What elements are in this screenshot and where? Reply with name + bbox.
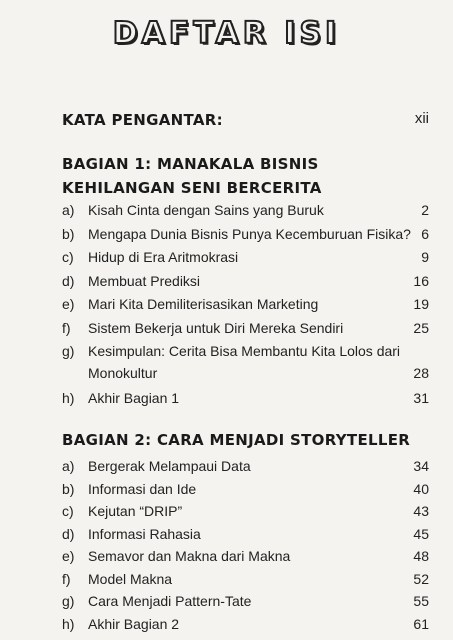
toc-entry-page: 31 (413, 390, 429, 406)
toc-entry-letter: g) (62, 343, 75, 359)
toc-entry (62, 317, 429, 339)
toc-entry (62, 590, 429, 612)
toc-entry-title: Informasi dan Ide (88, 480, 197, 497)
toc-entry-title: Hidup di Era Aritmokrasi (88, 249, 239, 265)
toc-entry-letter: e) (62, 548, 75, 564)
intro-heading: KATA PENGANTAR: (62, 111, 223, 129)
toc-entry-page: 43 (413, 503, 429, 519)
toc-entry-letter: h) (62, 615, 75, 632)
toc-entry (62, 340, 429, 384)
toc-entry-page: 9 (421, 249, 429, 265)
toc-entry-page: 55 (413, 593, 429, 609)
toc-entry-title: Bergerak Melampaui Data (88, 458, 251, 474)
toc-entry-title: Akhir Bagian 1 (88, 390, 180, 406)
toc-entry-page: 48 (413, 548, 429, 564)
toc-entry-title: Model Makna (88, 570, 173, 587)
toc-entry (62, 270, 429, 292)
page-title: DAFTAR ISI (112, 16, 341, 51)
toc-entry-page: 2 (421, 202, 429, 218)
toc-entry-title: Cara Menjadi Pattern-Tate (88, 593, 252, 609)
toc-entry-letter: f) (62, 319, 71, 336)
toc-entry-letter: d) (62, 272, 75, 289)
toc-entry-page: 16 (413, 272, 429, 289)
toc-entry-letter: b) (62, 225, 75, 242)
toc-entry (62, 199, 429, 221)
toc-entry (62, 568, 429, 590)
toc-entry (62, 478, 429, 500)
toc-entry-title: Kejutan “DRIP” (88, 503, 183, 519)
toc-entry-letter: d) (62, 525, 75, 542)
toc-entry (62, 545, 429, 567)
toc-entry-letter: c) (62, 503, 74, 519)
toc-entry (62, 500, 429, 522)
toc-entry (62, 387, 429, 409)
toc-entry-page: 45 (413, 525, 429, 542)
toc-entry-letter: c) (62, 249, 74, 265)
toc-entry-page: 61 (413, 615, 429, 632)
toc-entry-title: Semavor dan Makna dari Makna (88, 548, 291, 564)
toc-entry-letter: h) (62, 390, 75, 406)
toc-entry-page: 25 (413, 319, 429, 336)
part1-heading: BAGIAN 1: MANAKALA BISNIS KEHILANGAN SENI BERCERITA (62, 155, 322, 197)
toc-entry-letter: a) (62, 202, 75, 218)
toc-entry-title: Informasi Rahasia (88, 525, 201, 542)
toc-entry-title: Membuat Prediksi (88, 272, 201, 289)
toc-entry-page: 6 (421, 225, 429, 242)
toc-entry-letter: f) (62, 570, 71, 587)
part2-heading: BAGIAN 2: CARA MENJADI STORYTELLER (62, 431, 411, 449)
toc-entry-title: Sistem Bekerja untuk Diri Mereka Sendiri (88, 319, 344, 336)
toc-entry (62, 455, 429, 477)
toc-entry-page: 19 (413, 296, 429, 312)
toc-entry-letter: g) (62, 593, 75, 609)
toc-entry-page: 52 (413, 570, 429, 587)
toc-entry-title: Mengapa Dunia Bisnis Punya Kecemburuan Fisika? (88, 225, 411, 242)
toc-entry-letter: b) (62, 480, 75, 497)
toc-entry-title: Mari Kita Demiliterisasikan Marketing (88, 296, 319, 312)
toc-entry-title: Kisah Cinta dengan Sains yang Buruk (88, 202, 324, 218)
toc-entry-title: Akhir Bagian 2 (88, 615, 180, 632)
intro-page: xii (414, 110, 429, 127)
toc-entry-title: Kesimpulan: Cerita Bisa Membantu Kita Lolos dari Monokultur (88, 343, 401, 381)
toc-entry (62, 223, 429, 245)
toc-entry (62, 293, 429, 315)
toc-entry (62, 613, 429, 635)
toc-entry-letter: e) (62, 296, 75, 312)
toc-entry-page: 28 (413, 365, 429, 381)
toc-entry-page: 34 (413, 458, 429, 474)
toc-entry (62, 246, 429, 268)
toc-entry-page: 40 (413, 480, 429, 497)
toc-entry-letter: a) (62, 458, 75, 474)
toc-entry (62, 523, 429, 545)
